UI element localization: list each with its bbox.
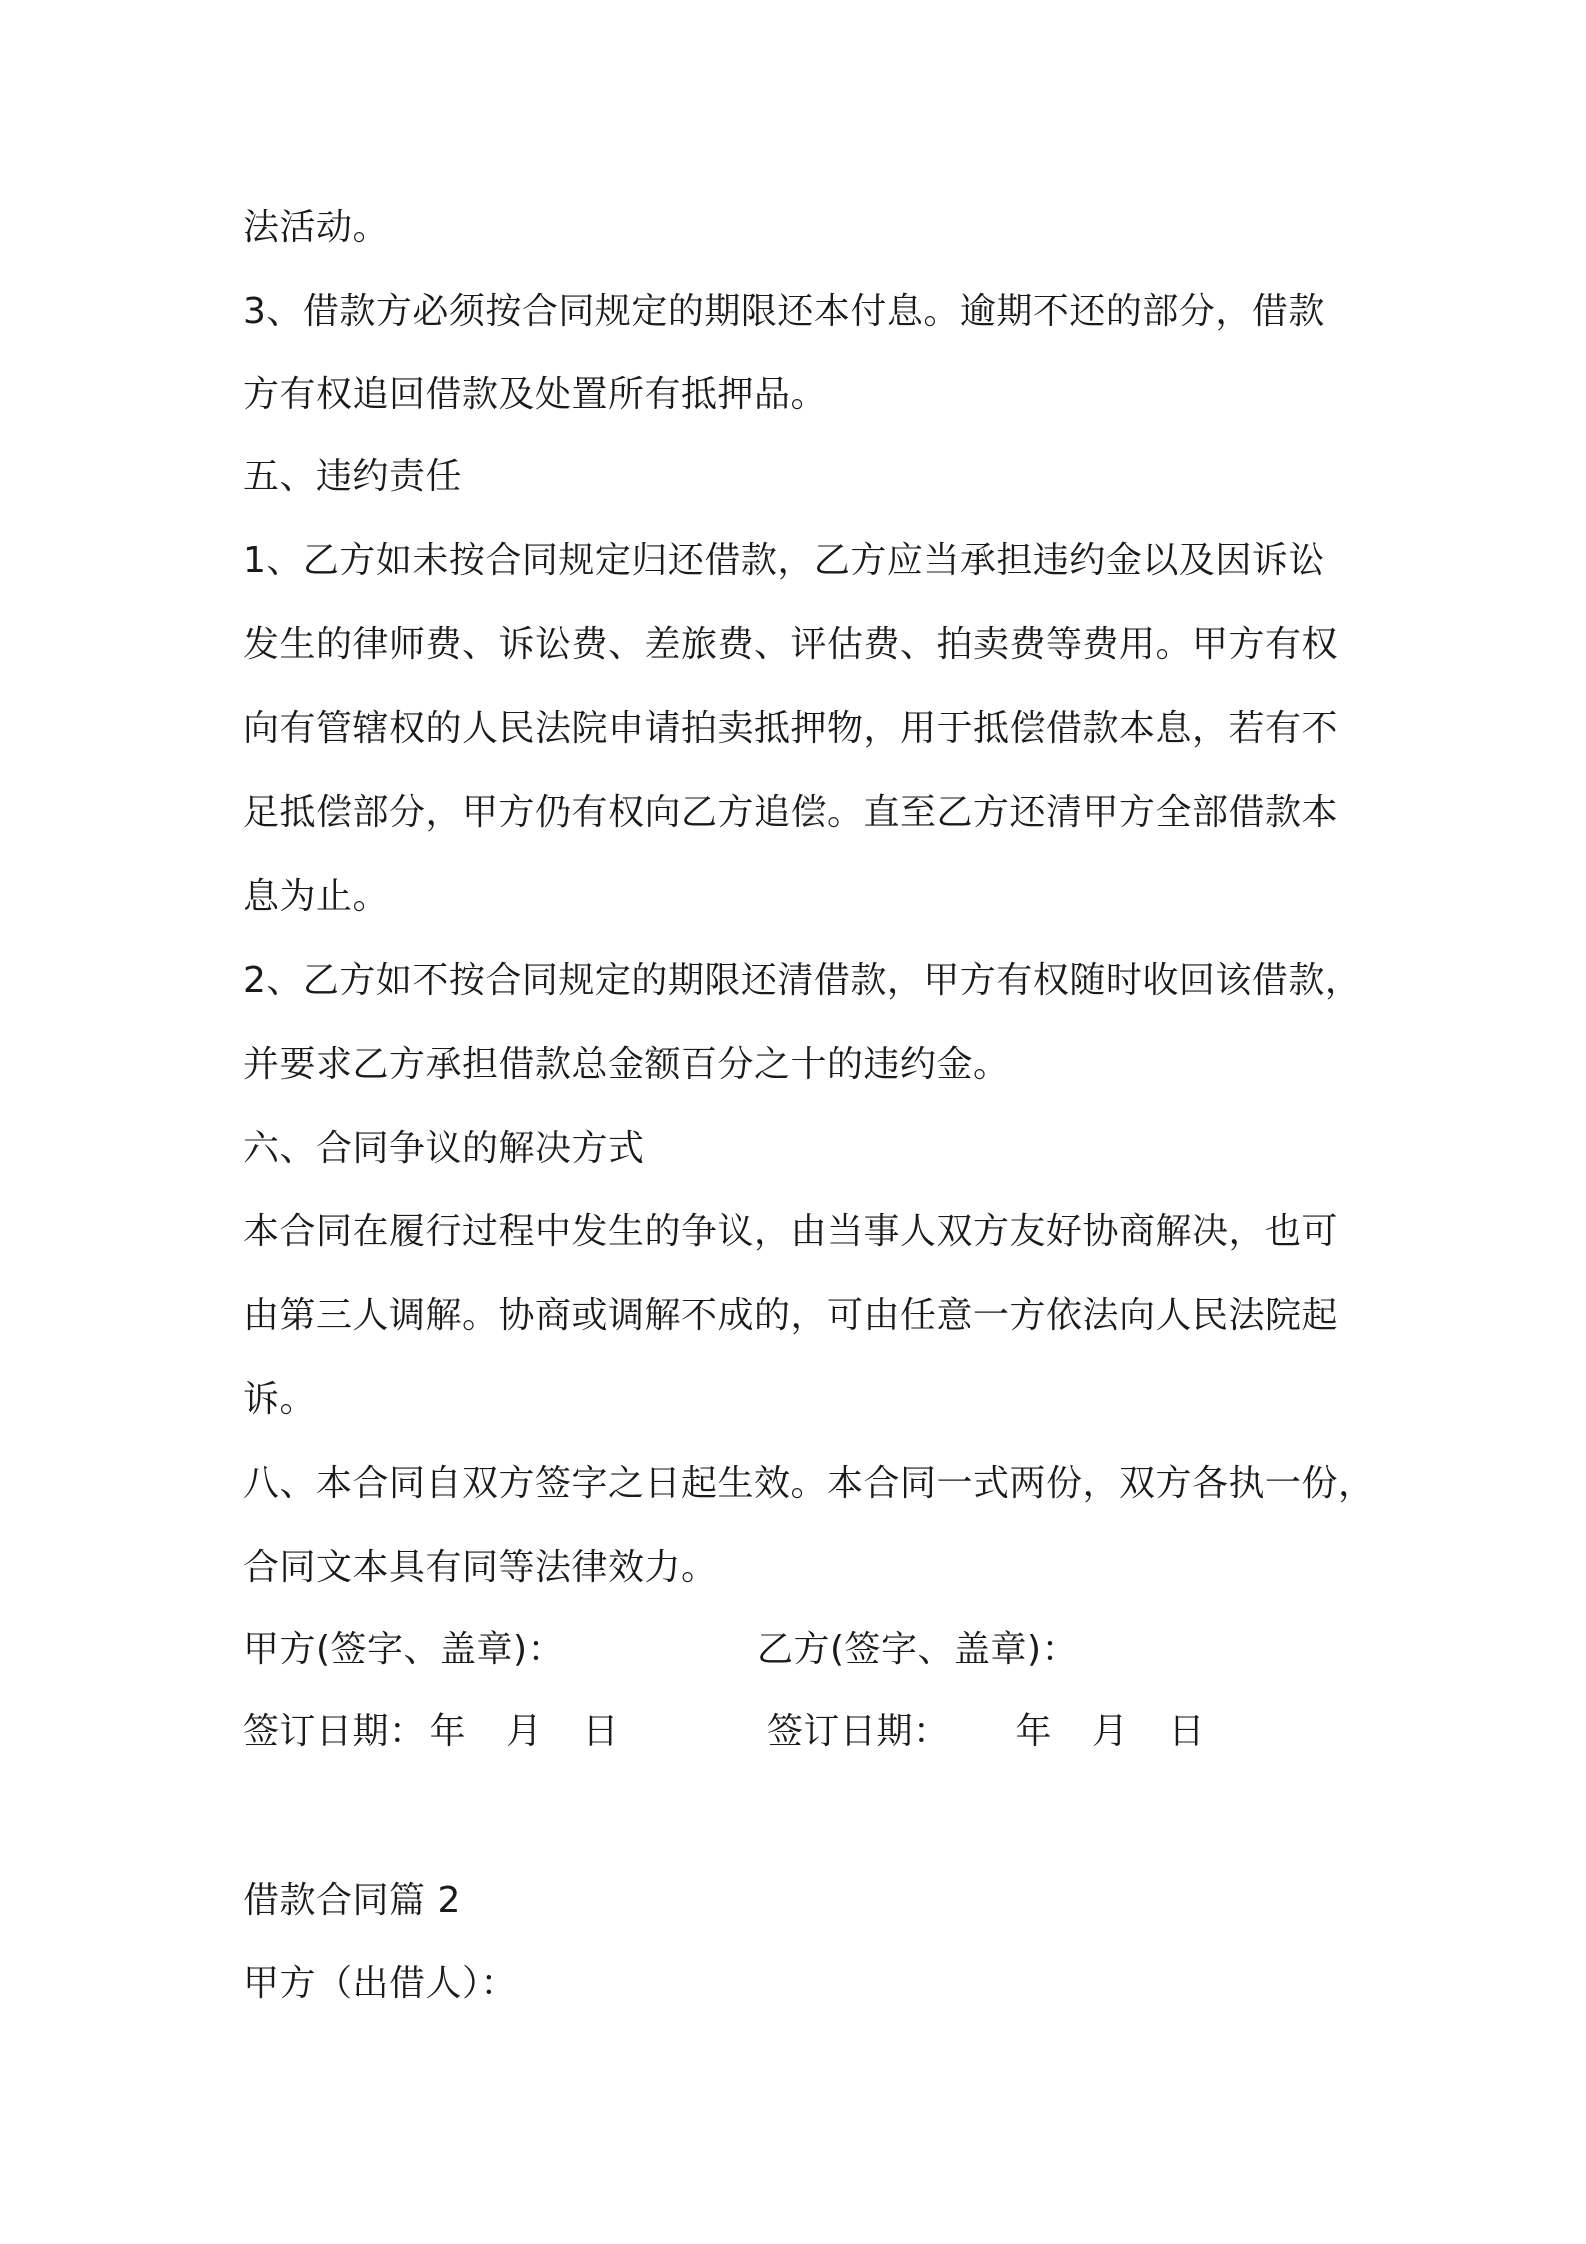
paragraph-line: 本合同在履行过程中发生的争议，由当事人双方友好协商解决，也可 — [243, 1211, 1339, 1252]
party-b-signature-label: 乙方(签字、盖章)： — [757, 1629, 1079, 1670]
paragraph-line: 方有权追回借款及处置所有抵押品。 — [243, 374, 828, 415]
party-a-signature-label: 甲方(签字、盖章)： — [243, 1629, 565, 1670]
paragraph-line: 1、乙方如未按合同规定归还借款，乙方应当承担违约金以及因诉讼 — [243, 540, 1325, 581]
paragraph-line: 法活动。 — [243, 207, 390, 248]
section-title: 借款合同篇 2 — [243, 1880, 461, 1921]
day-label: 日 — [582, 1711, 620, 1752]
day-label: 日 — [1168, 1711, 1206, 1752]
month-label: 月 — [1092, 1711, 1129, 1752]
section-heading: 六、合同争议的解决方式 — [243, 1128, 645, 1169]
paragraph-line: 诉。 — [243, 1379, 317, 1420]
party-a-lender-label: 甲方（出借人）： — [243, 1963, 518, 2004]
year-label: 年 — [429, 1711, 467, 1752]
paragraph-line: 足抵偿部分，甲方仍有权向乙方追偿。直至乙方还清甲方全部借款本 — [243, 792, 1339, 833]
paragraph-line: 由第三人调解。协商或调解不成的，可由任意一方依法向人民法院起 — [243, 1295, 1339, 1336]
date-label: 签订日期： — [243, 1711, 426, 1752]
paragraph-line: 2、乙方如不按合同规定的期限还清借款，甲方有权随时收回该借款， — [243, 960, 1362, 1001]
year-label: 年 — [1015, 1711, 1053, 1752]
paragraph-line: 向有管辖权的人民法院申请拍卖抵押物，用于抵偿借款本息，若有不 — [243, 708, 1339, 749]
paragraph-line: 3、借款方必须按合同规定的期限还本付息。逾期不还的部分，借款 — [243, 291, 1325, 332]
section-heading: 五、违约责任 — [243, 456, 463, 497]
party-b-sign-date — [767, 1710, 1205, 1754]
date-label: 签订日期： — [767, 1711, 950, 1752]
paragraph-line: 发生的律师费、诉讼费、差旅费、评估费、拍卖费等费用。甲方有权 — [243, 624, 1339, 665]
paragraph-line: 并要求乙方承担借款总金额百分之十的违约金。 — [243, 1044, 1010, 1085]
paragraph-line: 八、本合同自双方签字之日起生效。本合同一式两份，双方各执一份， — [243, 1463, 1375, 1504]
paragraph-line: 合同文本具有同等法律效力。 — [243, 1547, 718, 1588]
paragraph-line: 息为止。 — [243, 876, 390, 917]
party-a-sign-date — [243, 1710, 619, 1754]
month-label: 月 — [506, 1711, 543, 1752]
